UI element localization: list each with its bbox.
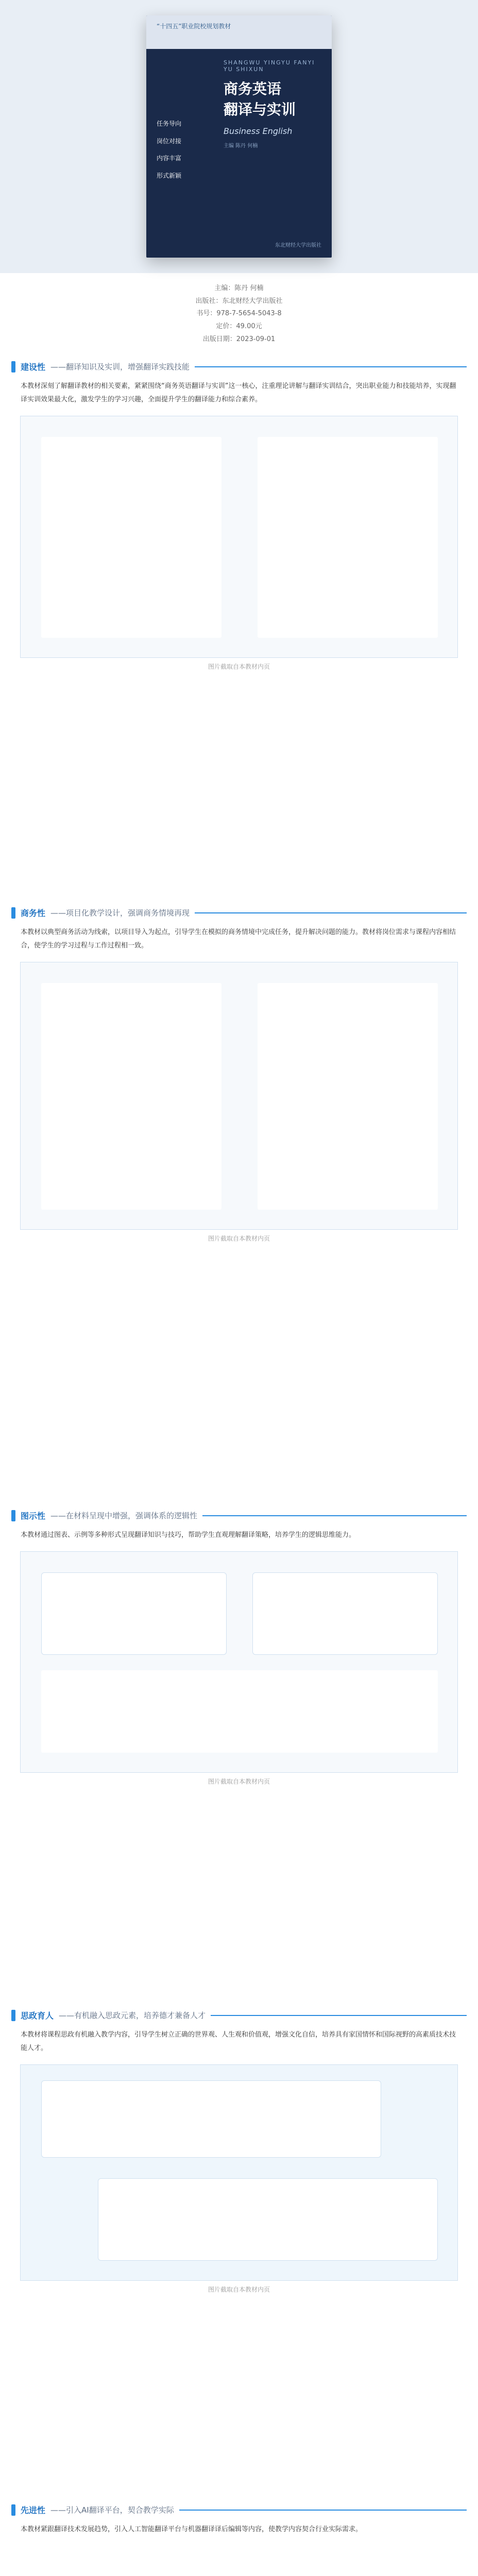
case-card-2 xyxy=(98,2178,438,2261)
section-text: 本教材深刻了解翻译教材的相关要素，紧紧围绕“商务英语翻译与实训”这一核心，注重理论讲解与翻译实训结合，突出职业能力和技能培养，实现翻译实训效果最大化，激发学生的学习兴趣，全面提升学生的翻译能力和综合素养。 xyxy=(21,382,456,403)
figure-business-cards xyxy=(20,1551,458,1773)
spread-left-page xyxy=(41,983,221,1210)
section-header xyxy=(0,1510,478,1521)
section-header xyxy=(0,907,478,919)
cover-title-line2: 翻译与实训 xyxy=(224,101,296,118)
figure-caption: 图片截取自本教材内页 xyxy=(208,663,270,670)
section-5 xyxy=(0,2504,478,2536)
spread-right-page xyxy=(258,437,438,638)
section-subtitle: ——引入AI翻译平台，契合教学实际 xyxy=(50,2505,174,2515)
section-subtitle: ——有机融入思政元素，培养德才兼备人才 xyxy=(59,2011,206,2020)
book-cover xyxy=(146,15,332,258)
section-subtitle: ——在材料呈现中增强，强调体系的逻辑性 xyxy=(50,1511,198,1520)
section-text: 本教材紧跟翻译技术发展趋势，引入人工智能翻译平台与机器翻译译后编辑等内容，使教学内容契合行业实际需求。 xyxy=(21,2526,363,2533)
spread-left-page xyxy=(41,437,221,638)
figure-caption: 图片截取自本教材内页 xyxy=(208,1235,270,1242)
section-subtitle: ——项目化教学设计，强调商务情境再现 xyxy=(50,908,190,918)
section-1 xyxy=(0,361,478,671)
cover-sidebar-item: 岗位对接 xyxy=(157,137,182,145)
cover-title-block xyxy=(224,59,321,149)
cover-sidebar-item: 内容丰富 xyxy=(157,155,182,162)
cover-series: “十四五”职业院校规划教材 xyxy=(157,23,231,30)
meta-price: 定价：49.00元 xyxy=(216,323,262,331)
meta-publisher: 出版社：东北财经大学出版社 xyxy=(195,297,283,305)
section-divider xyxy=(195,366,467,367)
business-card-en xyxy=(252,1572,438,1655)
figure-caption: 图片截取自本教材内页 xyxy=(208,2286,270,2293)
section-divider xyxy=(211,2015,467,2016)
section-mark xyxy=(11,361,15,372)
cover-title-line1: 商务英语 xyxy=(224,80,282,97)
book-meta xyxy=(0,273,478,359)
section-tag: 建设性 xyxy=(21,362,46,372)
cover-publisher: 东北财经大学出版社 xyxy=(275,243,321,248)
section-4 xyxy=(0,2009,478,2294)
section-text: 本教材以典型商务活动为线索，以项目导入为起点，引导学生在模拟的商务情境中完成任务，提升解决问题的能力。教材将岗位需求与课程内容相结合，使学生的学习过程与工作过程相一致。 xyxy=(21,928,456,950)
section-text: 本教材通过图表、示例等多种形式呈现翻译知识与技巧，帮助学生直观理解翻译策略，培养学生的逻辑思维能力。 xyxy=(21,1531,356,1539)
case-card-1 xyxy=(41,2080,381,2158)
section-tag: 思政育人 xyxy=(21,2011,54,2021)
cover-sidebar-item: 任务导向 xyxy=(157,120,182,127)
business-card-cn xyxy=(41,1572,227,1655)
meta-isbn: 书号：978-7-5654-5043-8 xyxy=(196,310,282,318)
hero-banner xyxy=(0,0,478,273)
section-subtitle: ——翻译知识及实训，增强翻译实践技能 xyxy=(50,362,190,371)
section-divider xyxy=(195,912,467,913)
figure-caption: 图片截取自本教材内页 xyxy=(208,1778,270,1785)
cover-sidebar-item: 形式新颖 xyxy=(157,172,182,179)
section-mark xyxy=(11,1510,15,1521)
section-tag: 图示性 xyxy=(21,1511,46,1521)
section-text: 本教材将课程思政有机融入教学内容，引导学生树立正确的世界观、人生观和价值观，增强文化自信，培养具有家国情怀和国际视野的高素质技术技能人才。 xyxy=(21,2031,456,2052)
section-3 xyxy=(0,1510,478,1786)
figure-page-spread xyxy=(20,416,458,658)
section-divider xyxy=(179,2510,467,2511)
section-divider xyxy=(202,1515,467,1516)
figure-page-spread xyxy=(20,962,458,1230)
meta-date: 出版日期：2023-09-01 xyxy=(202,335,276,343)
section-mark xyxy=(11,2504,15,2516)
section-tag: 先进性 xyxy=(21,2505,46,2515)
cover-script: Business English xyxy=(224,126,293,136)
cover-authors: 主编 陈丹 何楠 xyxy=(224,143,258,149)
cover-band xyxy=(146,15,332,49)
section-header xyxy=(0,2009,478,2021)
cover-pinyin: SHANGWU YINGYU FANYI YU SHIXUN xyxy=(224,59,315,73)
section-mark xyxy=(11,907,15,919)
section-mark xyxy=(11,2010,15,2021)
spread-right-page xyxy=(258,983,438,1210)
figure-ideology-cases xyxy=(20,2064,458,2281)
section-tag: 商务性 xyxy=(21,908,46,918)
meta-author: 主编：陈丹 何楠 xyxy=(214,284,264,292)
section-header xyxy=(0,361,478,372)
section-2 xyxy=(0,907,478,1243)
card-translation-notes xyxy=(41,1670,438,1753)
section-header xyxy=(0,2504,478,2516)
cover-sidebar xyxy=(157,118,213,188)
